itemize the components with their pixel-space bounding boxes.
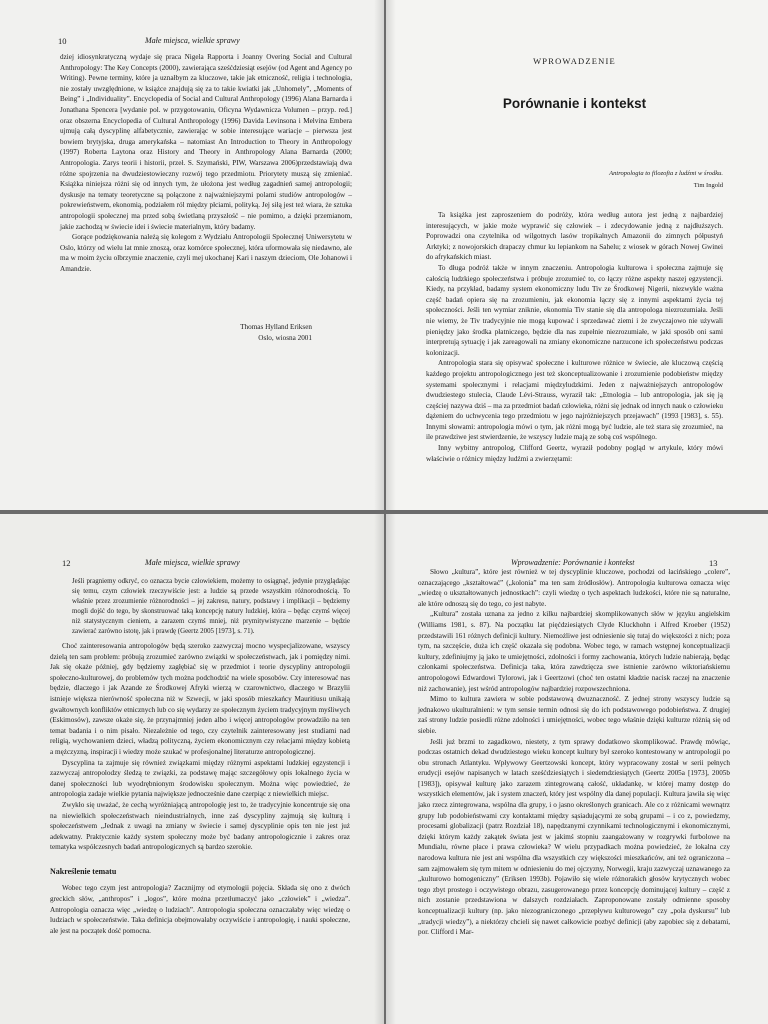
page-11 bbox=[386, 0, 768, 510]
page-12 bbox=[0, 514, 384, 1024]
paragraph: Mimo to kultura zawiera w sobie podstawową dwuznaczność. Z jednej strony wszyscy ludzie są jednakowo ukulturalnieni: w tym sensie termin odnosi się do ich podstawowego podobieństwa. Z drugiej zaś strony ludzie posiedli różne zdolności i umiejętności, wobec tego właśnie dzięki kulturze różnią się od siebie. bbox=[418, 695, 730, 735]
page-number: 12 bbox=[62, 558, 71, 568]
page-body bbox=[60, 52, 352, 274]
running-head: Wprowadzenie: Porównanie i kontekst bbox=[511, 558, 635, 567]
page-13 bbox=[386, 514, 768, 1024]
paragraph: Dyscyplina ta zajmuje się również związkami między różnymi aspektami ludzkiej egzystencji i zazwyczaj antropolodzy śledzą te związki, za podstawę mając szczegółowy opis lokalnego życia w danej społeczności lub wyodrębnionym środowisku społecznym. Można więc powiedzieć, że antropologia zadaje wielkie pytania największe jednocześnie dane czerpiąc z niewielkich miejsc. bbox=[50, 758, 350, 799]
epigraph-author: Tim Ingold bbox=[693, 182, 723, 189]
section-heading: Nakreślenie tematu bbox=[50, 866, 117, 876]
page-body bbox=[50, 573, 350, 936]
epigraph: Antropologia to filozofia z ludźmi w środku. bbox=[609, 170, 723, 177]
paragraph: Gorące podziękowania należą się kolegom z Wydziału Antropologii Społecznej Uniwersytetu w Oslo, którzy od wielu lat mnie znoszą, oraz komórce społecznej, która uformowała się niedawno, ale ma w moim życiu olbrzymie znaczenie, czyli mej ukochanej Kari i naszym dzieciom, Ole Johanowi i Amandzie. bbox=[60, 233, 352, 273]
paragraph: Wobec tego czym jest antropologia? Zacznijmy od etymologii pojęcia. Składa się ono z dwóch greckich słów, „anthropos” i „logos”, które można przetłumaczyć jako „człowiek” i „wiedza”. Antropologia oznacza więc „wiedzę o ludziach”. Antropologia społeczna oznaczałaby więc wiedzę o ludziach w społeczeństwie. Taka definicja obejmowałaby oczywiście i antropologię, i nauki społeczne, ale jest na początek dość pomocna. bbox=[50, 884, 350, 935]
signature-place: Oslo, wiosna 2001 bbox=[258, 334, 312, 342]
page-number: 10 bbox=[58, 36, 67, 46]
paragraph: Choć zainteresowania antropologów będą szeroko zazwyczaj mocno wyspecjalizowane, wszyscy dzielą ten sam problem: próbują zrozumieć zarówno związki w społeczeństwach, jak i pomiędzy nimi. Jak się okaże później, gdy będziemy zagłębiać się w przedmiot i teorie dyscypliny antropologii społeczno-kulturowej, do problemów tych można podchodzić na wiele sposobów. Czy interesować nas będzie, dlaczego i jak Azande ze Środkowej Afryki wierzą w czarownictwo, dlaczego w Brazylii istnieje większa nierówność społeczna niż w Szwecji, w jaki sposób mieszkańcy Mauritiusu unikają gwałtownych konfliktów etnicznych lub co się wydarzy ze społecznym życiem tradycyjnym myśliwych (Eskimosów), zawsze okaże się, że przynajmniej jeden albo i więcej antropologów prowadziło na ten temat badania i o nim pisało. Niezależnie od tego, czy czytelnik zainteresowany jest studiami nad religią, wychowaniem dzieci, władzą polityczną, życiem ekonomicznym czy relacjami między kobietą a mężczyzną, inspiracji i wiedzy może szukać w profesjonalnej literaturze antropologicznej. bbox=[50, 642, 350, 756]
page-gutter-shadow bbox=[374, 0, 384, 510]
paragraph: Ta książka jest zaproszeniem do podróży, która według autora jest jedną z najbardziej interesujących, w jakie może wyprawić się człowiek – i zdecydowanie jedną z najdłuższych. Poprowadzi ona czytelnika od wilgotnych lasów tropikalnych Amazonii do zimnych półpustyń Arktyki; z nowojorskich drapaczy chmur ku lepiankom na Sahelu; z wiosek w górach Nowej Gwinei do afrykańskich miast. bbox=[426, 211, 723, 262]
paragraph: Antropologia stara się opisywać społeczne i kulturowe różnice w świecie, ale kluczową częścią każdego projektu antropologicznego jest też skonceptualizowanie i zrozumienie podobieństw między systemami społecznymi i relacjami międzyludzkimi. Jeden z najważniejszych antropologów dwudziestego stulecia, Claude Lévi-Strauss, wyraził tak: „Etnologia – lub antropologia, jak się ją częściej nazywa dziś – ma za przedmiot badań człowieka, różni się jednak od innych nauk o człowieku dążeniem do uchwycenia tego przedmiotu w jego najróżniejszych przejawach” (1993 [1983], s. 55). Innymi słowami: antropologia mówi o tym, jak różni mogą być ludzie, ale też stara się zrozumieć, na ile prawdziwe jest stwierdzenie, że wszyscy ludzie mają ze sobą coś wspólnego. bbox=[426, 359, 723, 442]
page-number: 13 bbox=[709, 558, 718, 568]
paragraph: Jeśli już brzmi to zagadkowo, niestety, z tym sprawy dodatkowo skomplikować. Prawdę mówiąc, podczas ostatnich dekad dwudziestego wieku koncept kultury był szeroko kontestowany w antropologii po obu stronach Atlantyku. Wpływowy Geertzowski koncept, który wypracowany został w serii pełnych erudycji esejów napisanych w latach sześćdziesiątych i siedemdziesiątych (Geertz 2005a [1973], 2005b [1983]), opisywał kulturę jako zarazem zintegrowaną całość, układankę, w której mamy dostęp do wszystkich elementów, jak i system znaczeń, który jest wspólny dla danej populacji. Kultura jawiła się więc jako rzecz zintegrowana, wspólna dla grupy, i o jasno określonych granicach. Ale co z różnicami wewnątrz grupy lub podobieństwami czy kontaktami między sąsiadującymi ze sobą grupami – i co z, powiedzmy, procesami globalizacji (patrz Rozdział 18), napędzanymi czynnikami technologicznymi i ekonomicznymi, dzięki którym każdy zakątek świata jest w jakimś stopniu zaangażowany w rozgrywki furbolowe na Mundialu, równe płace i prawa człowieka? W wielu przypadkach można powiedzieć, że lokalna czy narodowa kultura nie jest ani wspólna dla wszystkich czy większości mieszkańców, ani też ograniczona – sam zajmowałem się tym mitem w odniesieniu do mej ojczyzny, Norwegii, kraju zazwyczaj uznawanego za „kulturowo homogeniczny” (Eriksen 1993b). Pojawiło się wiele różnorakich głosów krytycznych wobec tego zbyt prostego i oczywistego obrazu, zasugerowanego przez koncepcję dominującej kultury – część z nich zostanie przedstawiona w dalszych rozdziałach. Zaproponowane zostały odmienne sposoby konceptualizacji kultury (np. jako niezograniczonego „przepływu kulturowego” czy „pola dyskursu” lub „tradycji wiedzy”), a niektórzy chcieli się nawet całkowicie pozbyć definicji (aby zapobiec się z debatami, por. Clifford i Mar- bbox=[418, 737, 730, 937]
paragraph: To długa podróż także w innym znaczeniu. Antropologia kulturowa i społeczna zajmuje się całością ludzkiego społeczeństwa i próbuje zrozumieć to, co łączy różne aspekty naszej egzystencji. Kiedy, na przykład, badamy system ekonomiczny ludu Tiv ze Środkowej Nigerii, niezwykle ważna część badań opiera się na zrozumieniu, jak ekonomia łączy się z innymi aspektami życia tej społeczności. Jeśli ten wymiar zniknie, ekonomia Tiv stanie się dla antropologa niezrozumiała. Jeśli nie wiemy, że Tiv tradycyjnie nie mogą kupować i sprzedawać ziemi i że zwyczajowo nie używali pieniędzy jako środka płatniczego, będzie dla nas zupełnie niezrozumiałe, w jaki sposób oni sami interpretują sytuację i jak zareagowali na zmiany ekonomiczne narzucone ich społeczeństwu podczas kolonizacji. bbox=[426, 263, 723, 357]
chapter-label: WPROWADZENIE bbox=[533, 56, 616, 66]
paragraph: dziej idiosynkratyczną wydaje się praca Nigela Rapporta i Joanny Overing Social and Cultural Anthropology: The Key Concepts (2000), zawierająca sześćdziesiąt esejów (od Agent and Agency po Writing). Pewne terminy, które ja uznałbym za kluczowe, takie jak etniczność, religia i technologia, nie zostały uwzględnione, w książce znajdują się za to takie kwiatki jak „Unhomely”, „Moments of Being” i „Individuality”. Encyclopedia of Social and Cultural Anthropology (1996) Alana Barnarda i Jonathana Spencera [wydanie pol. w przygotowaniu, Oficyna Wydawnicza Volumen – przyp. red.] oraz obszerna Encyclopedia of Cultural Anthropology (1996) Davida Levinsona i Melvina Embera ujmują całą dyscyplinę alfabetycznie, zawierając w sobie interesujące wariacje – pierwsza jest bowiem brytyjska, druga amerykańska – natomiast An Introduction to Theory in Anthropology (1997) Roberta Laytona oraz History and Theory in Anthropology Alana Barnarda (2000; Antropologia. Zarys teorii i historii, przeł. S. Szymański, PIW, Warszawa 2006)przedstawiają dwa różne spojrzenia na dwudziestowieczny rozwój tego przedmiotu. Priorytety muszą się zmieniać. Książka niniejsza różni się od innych tym, że ułożona jest według zagadnień samej antropologii; dyskusje na tematy teoretyczne są połączone z najważniejszymi polami studiów antropologów – pokrewieństwem, ekonomią, podziałem ról między płciami, polityką. Jej siłą jest też wiara, że sztuka antropologii społecznej ma przed sobą świetlaną przyszłość – nie pomimo, a dzięki przemianom, jakie zachodzą w świecie idei i świecie materialnym, który badamy. bbox=[60, 53, 352, 231]
page-body bbox=[418, 567, 730, 938]
running-head: Małe miejsca, wielkie sprawy bbox=[145, 36, 240, 45]
paragraph: Inny wybitny antropolog, Clifford Geertz, wyraził podobny pogląd w artykule, który mówi właściwie o różnicy między ludźmi a zwierzętami: bbox=[426, 444, 723, 463]
page-gutter-shadow bbox=[386, 514, 396, 1024]
page-body bbox=[426, 210, 723, 464]
paragraph: Zwykło się uważać, że cechą wyróżniającą antropologię jest to, że tradycyjnie koncentruje się ona na niewielkich społeczeństwach nieindustrialnych, inne zaś dyscypliny zajmują się kulturą i społeczeństwem „Jednak z uwagi na zmiany w świecie i samej dyscyplinie opis ten nie jest już adekwatny. Praktycznie każdy system społeczny może być badany antropologicznie i zakres oraz tematyka współczesnych badań antropologicznych są bardzo szerokie. bbox=[50, 800, 350, 852]
running-head: Małe miejsca, wielkie sprawy bbox=[145, 558, 240, 567]
paragraph: Słowo „kultura”, które jest również w tej dyscyplinie kluczowe, pochodzi od łacińskiego „colere”, oznaczającego „kształtować” („kolonia” ma ten sam źródłosłów). Antropologia kulturowa oznacza więc „wiedzę o ukształtowanych jednostkach”: czyli wiedzę o tych aspektach ludzkości, które nie są naturalne, ale które odnoszą się do tego, co jest nabyte. bbox=[418, 568, 730, 608]
signature-name: Thomas Hylland Eriksen bbox=[240, 323, 312, 331]
paragraph: „Kultura” została uznana za jedno z kilku najbardziej skomplikowanych słów w języku angielskim (Williams 1981, s. 87). Na początku lat pięćdziesiątych Clyde Kluckhohn i Alfred Kroeber (1952) przedstawili 161 różnych definicji kultury. Niemożliwe jest odniesienie się tutaj do większości z nich; poza tym, na szczęście, duża ich część okazała się podobna. Wobec tego, w ramach wstępnej konceptualizacji kultury, zdefiniujmy ją jako te umiejętności, zdolności i formy zachowania, których ludzie nabierają, będąc członkami społeczeństwa. Definicja taka, która zawdzięcza swe istnienie zarówno wiktoriańskiemu antropologowi Edwardowi Tylorowi, jak i Geertzowi (choć ten ostatni kładzie nacisk raczej na znaczenie niż zachowanie), jest wśród antropologów najbardziej rozpowszechniona. bbox=[418, 610, 730, 693]
page-gutter-shadow bbox=[374, 514, 384, 1024]
block-quote: Jeśli pragniemy odkryć, co oznacza bycie człowiekiem, możemy to osiągnąć, jedynie przyglądając się temu, czym człowiek rzeczywiście jest: a ludzie są przede wszystkim różnorodnością. To właśnie przez zrozumienie różnorodności – jej zakresu, natury, podstawy i implikacji – będziemy mogli dojść do tego, by skonstruować taką koncepcję natury ludzkiej, która – będąc czymś więcej niż statystycznym cieniem, a zarazem czymś mniej, niż prymitywistyczne marzenie – będzie zawierać zarówno istotę, jak i prawdę (Geertz 2005 [1973], s. 71). bbox=[72, 578, 350, 635]
page-10 bbox=[0, 0, 384, 510]
chapter-title: Porównanie i kontekst bbox=[502, 96, 647, 111]
page-gutter-shadow bbox=[386, 0, 396, 510]
